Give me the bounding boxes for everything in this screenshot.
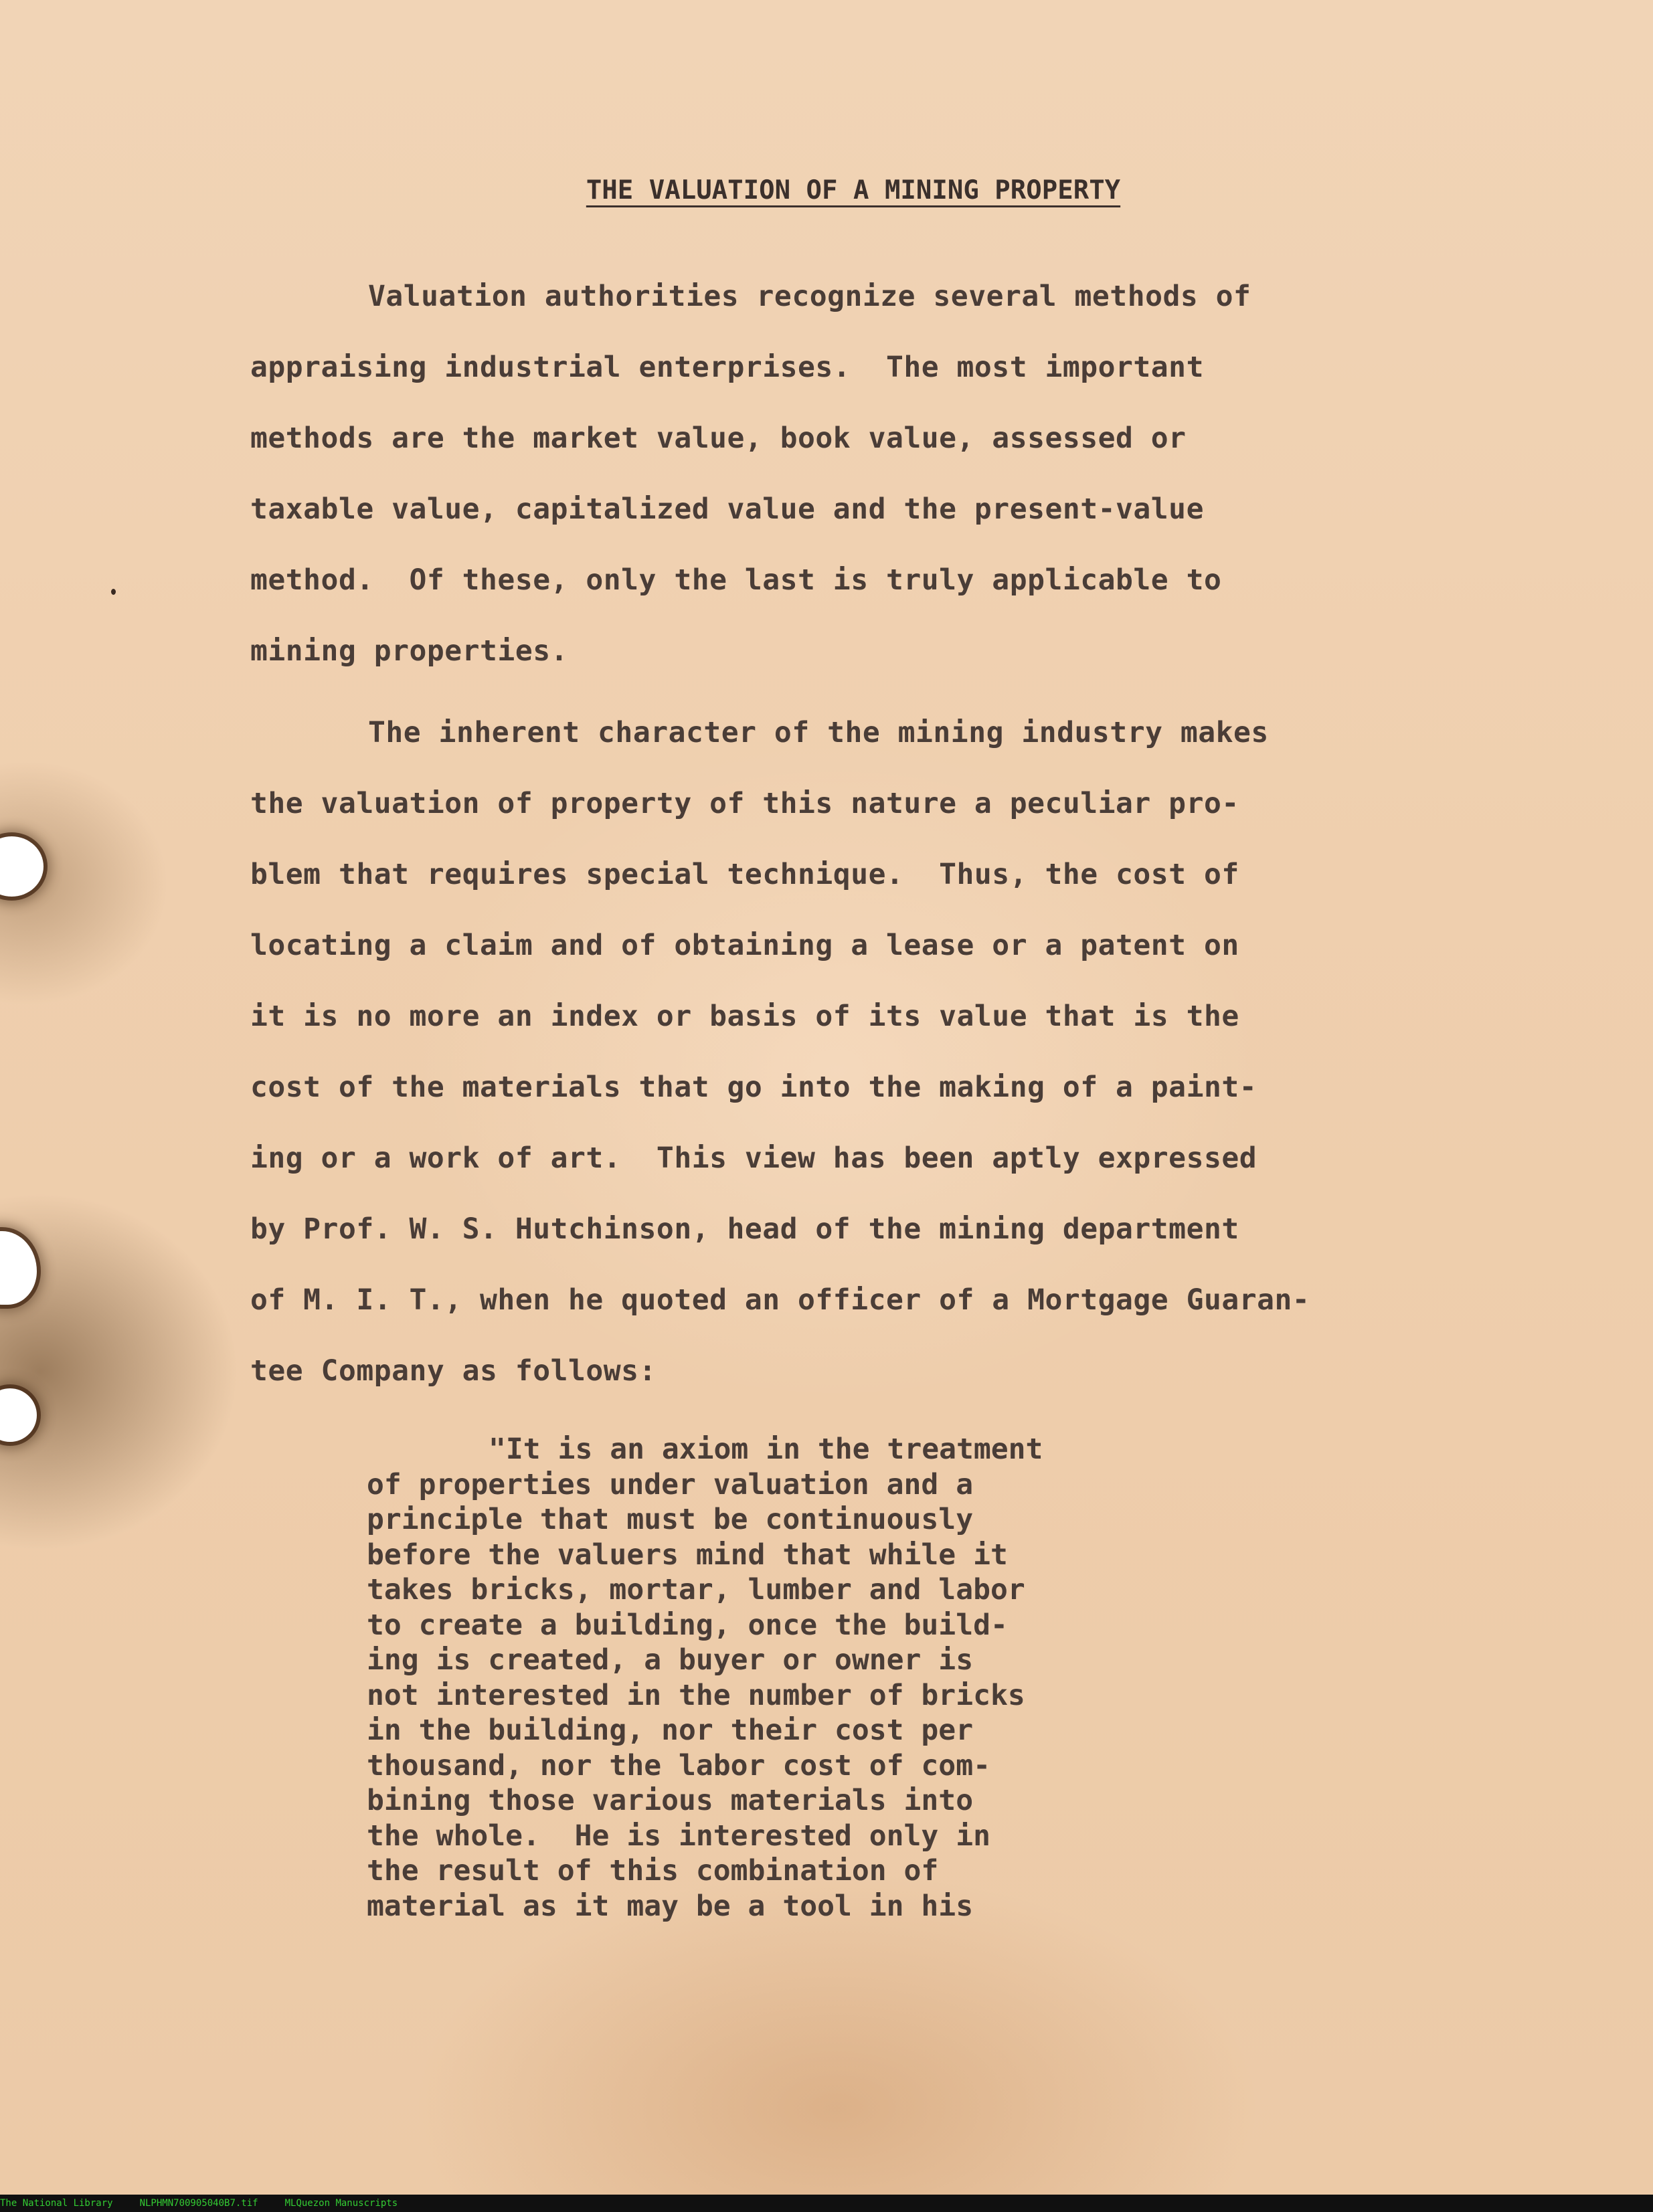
- text-line: of M. I. T., when he quoted an officer of a Mortgage Guaran-: [250, 1283, 1310, 1317]
- text-line: method. Of these, only the last is truly applicable to: [250, 563, 1222, 597]
- text-line: it is no more an index or basis of its value that is the: [250, 1000, 1239, 1033]
- quote-line: before the valuers mind that while it: [367, 1538, 1008, 1572]
- text-line: mining properties.: [250, 634, 568, 668]
- punch-hole: [0, 1231, 37, 1305]
- quote-line: thousand, nor the labor cost of com-: [367, 1748, 990, 1782]
- quote-line: material as it may be a tool in his: [367, 1889, 974, 1923]
- quote-line: not interested in the number of bricks: [367, 1678, 1025, 1712]
- ink-speck: [111, 589, 116, 595]
- paragraph-1: [250, 261, 1455, 686]
- text-line: tee Company as follows:: [250, 1354, 657, 1388]
- punch-hole: [0, 836, 44, 897]
- footer-library: The National Library: [0, 2198, 113, 2209]
- text-line: cost of the materials that go into the making of a paint-: [250, 1071, 1257, 1104]
- text-line: Valuation authorities recognize several methods of: [368, 280, 1251, 313]
- quote-line: to create a building, once the build-: [367, 1608, 1008, 1642]
- text-line: blem that requires special technique. Thus, the cost of: [250, 858, 1239, 891]
- quote-line: the result of this combination of: [367, 1854, 939, 1887]
- footer-file: NLPHMN700905040B7.tif: [139, 2198, 258, 2209]
- text-line: The inherent character of the mining industry makes: [368, 716, 1269, 749]
- text-line: appraising industrial enterprises. The most important: [250, 351, 1204, 384]
- quote-line: the whole. He is interested only in: [367, 1819, 990, 1853]
- paragraph-2: [250, 697, 1455, 1406]
- text-line: ing or a work of art. This view has been aptly expressed: [250, 1141, 1257, 1175]
- scan-footer-bar: [0, 2195, 1653, 2212]
- document-title: THE VALUATION OF A MINING PROPERTY: [586, 175, 1121, 205]
- quote-line: in the building, nor their cost per: [367, 1714, 974, 1747]
- quote-line: takes bricks, mortar, lumber and labor: [367, 1573, 1025, 1606]
- block-quote: [367, 1432, 1043, 1924]
- text-line: taxable value, capitalized value and the present-value: [250, 492, 1204, 526]
- quote-line: "It is an axiom in the treatment: [489, 1433, 1043, 1466]
- footer-collection: MLQuezon Manuscripts: [284, 2198, 398, 2209]
- text-line: by Prof. W. S. Hutchinson, head of the mining department: [250, 1212, 1239, 1246]
- quote-line: of properties under valuation and a: [367, 1467, 974, 1501]
- quote-line: principle that must be continuously: [367, 1503, 974, 1536]
- quote-line: bining those various materials into: [367, 1784, 974, 1817]
- punch-hole: [0, 1388, 37, 1442]
- text-line: methods are the market value, book value, assessed or: [250, 422, 1187, 455]
- text-line: locating a claim and of obtaining a lease or a patent on: [250, 929, 1239, 962]
- quote-line: ing is created, a buyer or owner is: [367, 1643, 974, 1677]
- text-line: the valuation of property of this nature a peculiar pro-: [250, 787, 1239, 820]
